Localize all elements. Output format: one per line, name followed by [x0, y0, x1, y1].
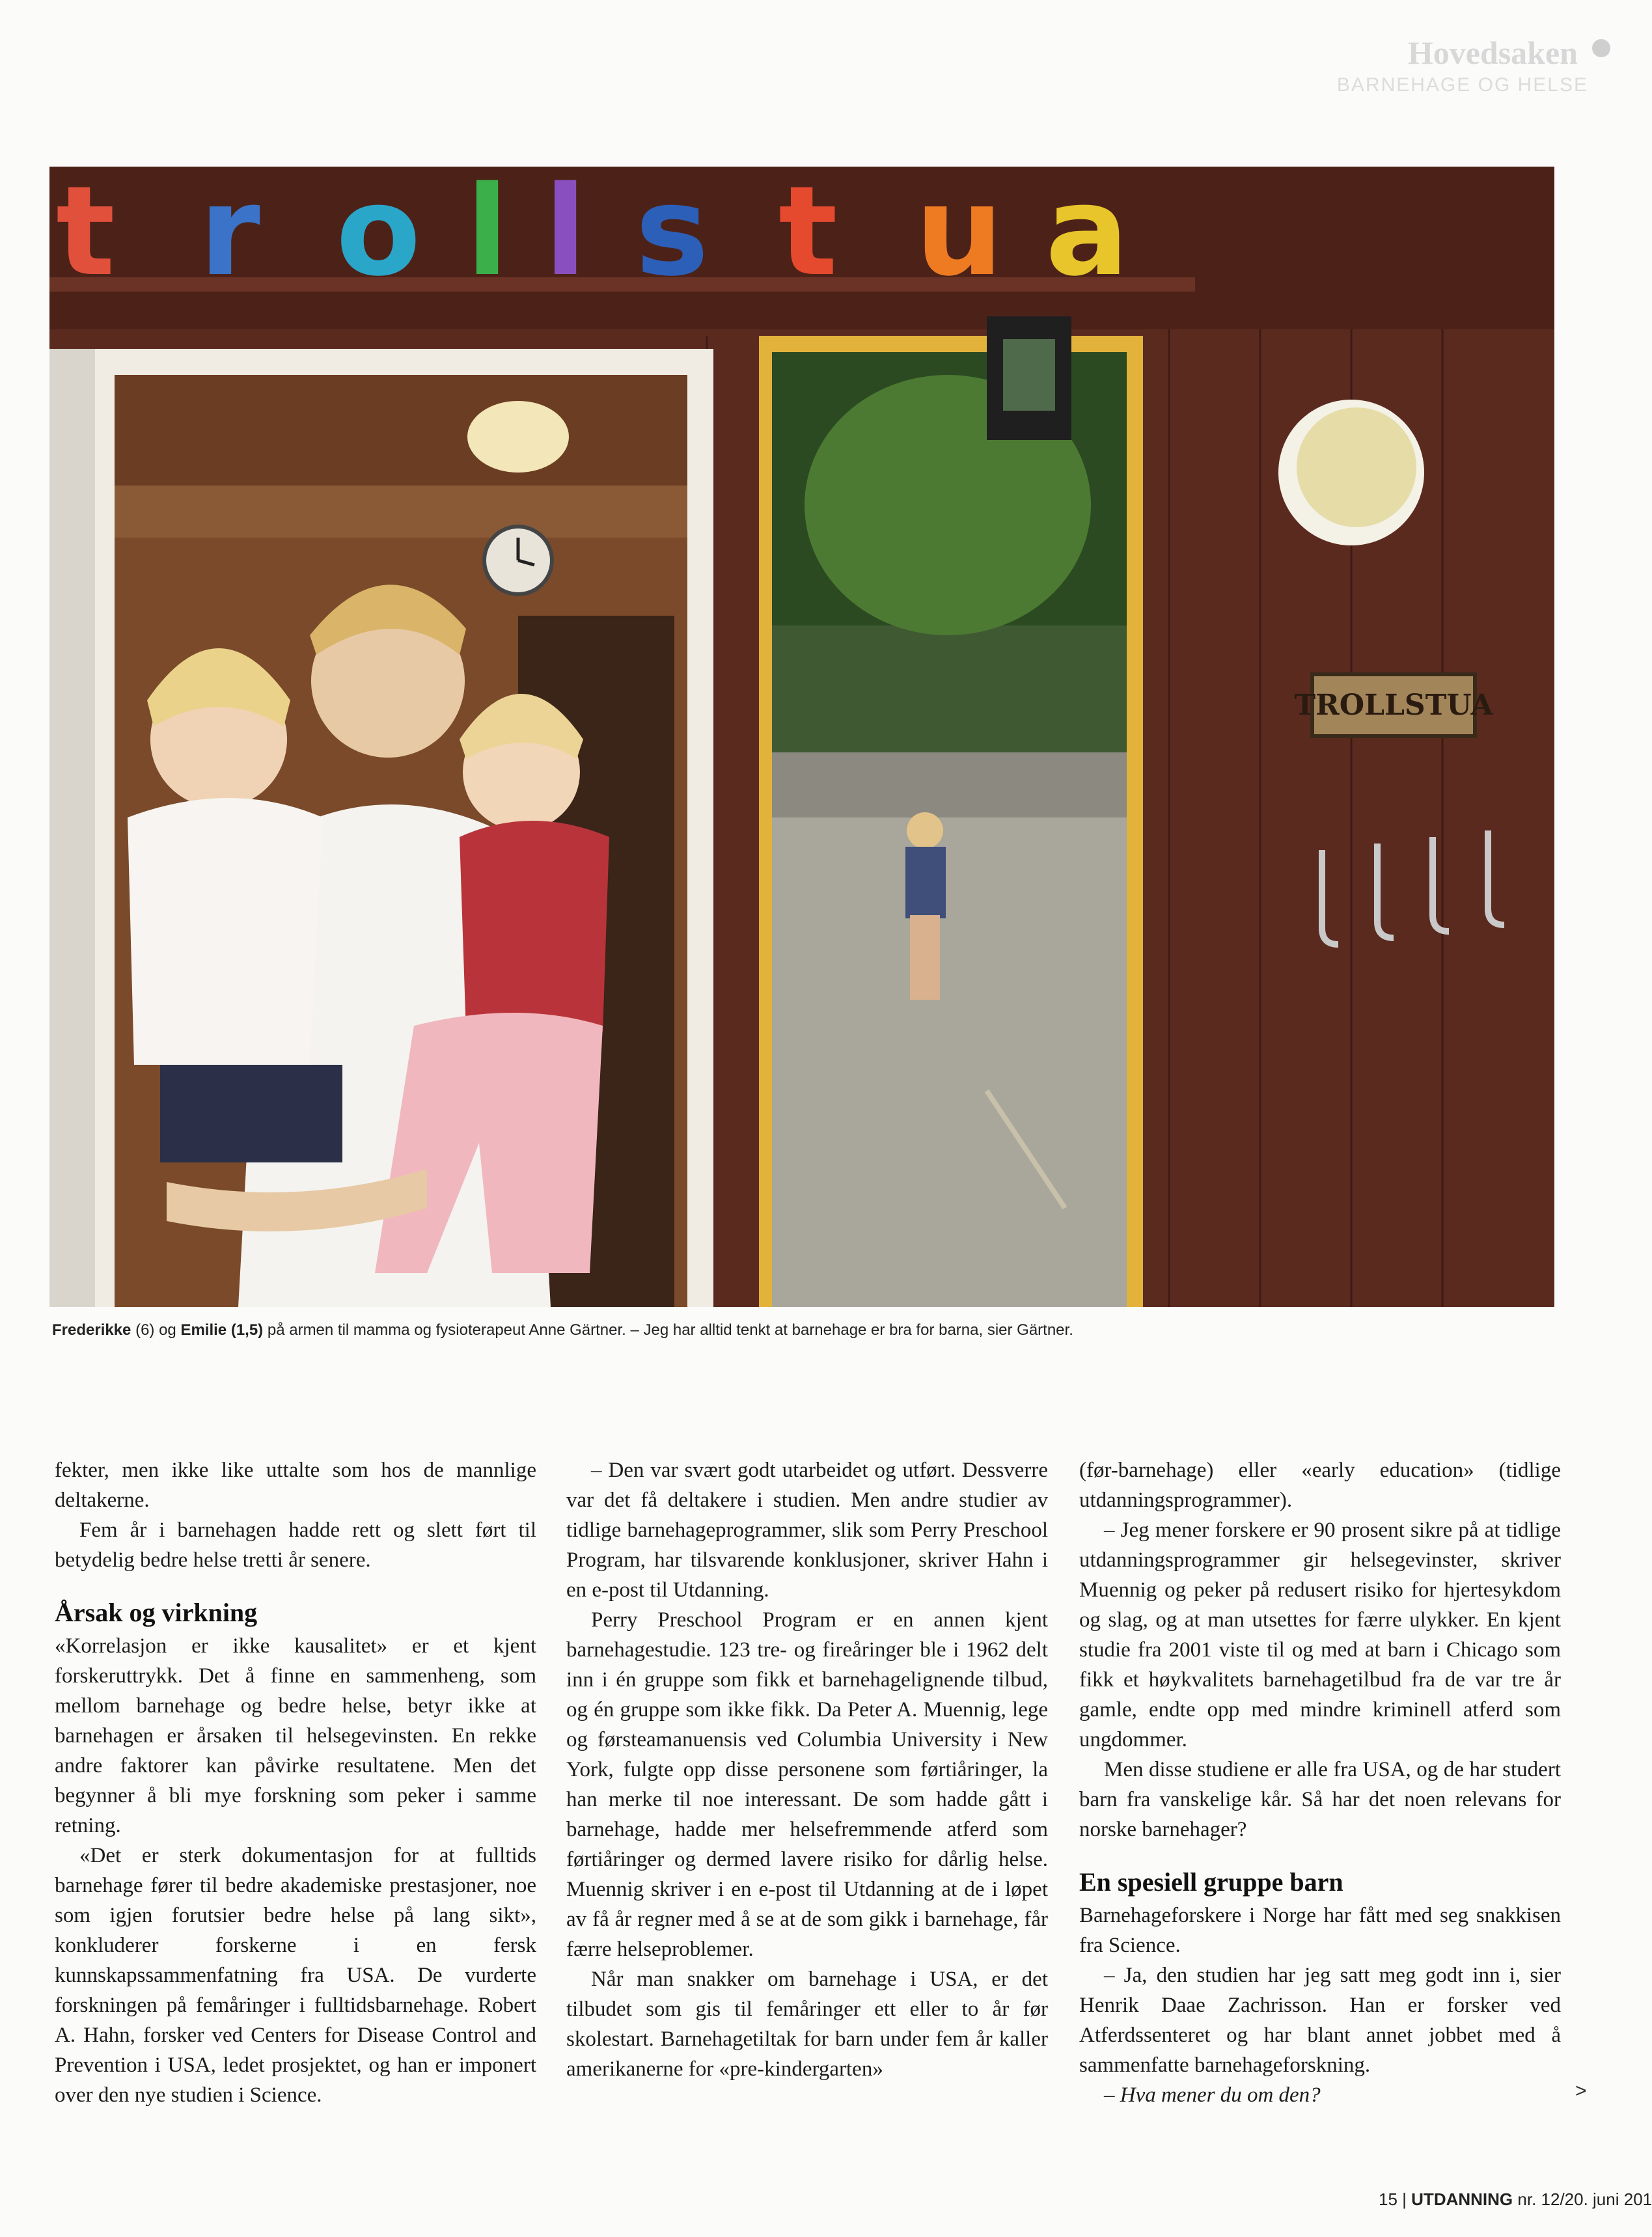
- sign-letter: r: [199, 159, 260, 303]
- paragraph: – Ja, den studien har jeg satt meg godt inn i, sier Henrik Daae Zachrisson. Han er forsker ved Atferdssenteret og har blant annet jobbet med å sammenfatte barnehageforskning.: [1079, 1964, 1561, 2077]
- page-footer: [1379, 2189, 1652, 2210]
- quote-paragraph: – Hva mener du om den?: [1104, 2083, 1321, 2107]
- sign-letter: o: [336, 159, 421, 303]
- caption-age-1: (6) og: [135, 1321, 176, 1339]
- sign-letter: l: [544, 159, 587, 303]
- caption-text: på armen til mamma og fysioterapeut Anne Gärtner. – Jeg har alltid tenkt at barnehage er bra for barna, sier Gärtner.: [267, 1321, 1073, 1339]
- subheading: Årsak og virkning: [55, 1598, 258, 1627]
- article-column-3: [1079, 1455, 1561, 2110]
- door-sign: TROLLSTUA: [1294, 689, 1493, 722]
- section-title: Hovedsaken: [1407, 34, 1578, 71]
- section-header: [1276, 34, 1614, 96]
- kindergarten-photo: [49, 159, 1554, 1307]
- paragraph: Men disse studiene er alle fra USA, og de har studert barn fra vanskelige kår. Så har det noen relevans for norske barnehager?: [1079, 1758, 1561, 1841]
- sign-letter: s: [635, 159, 709, 303]
- photo-caption: [52, 1321, 1549, 1339]
- paragraph: «Korrelasjon er ikke kausalitet» er et kjent forskeruttrykk. Det å finne en sammenheng, som mellom barnehage og bedre helse, betyr ikke at barnehagen er årsaken til helsegevinsten. En rekke andre faktorer kan påvirke resultatene. Men det begynner å bli mye forskning som peker i samme retning.: [55, 1634, 536, 1837]
- sign-letter: t: [778, 159, 838, 303]
- sign-letter: a: [1045, 159, 1129, 303]
- paragraph: «Det er sterk dokumentasjon for at fulltids barnehage fører til bedre akademiske prestasjoner, noe som igjen forutsier bedre helse på lang sikt», konkluderer forskerne i en fersk kunnskapssammenfatning fra USA. De vurderte forskningen på femåringer i fulltidsbarnehage. Robert A. Hahn, forsker ved Centers for Disease Control and Prevention i USA, ledet prosjektet, og han er imponert over den nye studien i Science.: [55, 1844, 536, 2107]
- paragraph: Perry Preschool Program er en annen kjent barnehagestudie. 123 tre- og fireåringer ble i 1962 delt inn i én gruppe som fikk et barnehagelignende tilbud, og én gruppe som ikke fikk. Da Peter A. Muennig, lege og førsteamanuensis ved Columbia University i New York, fulgte opp disse personene som førtiåringer, la han merke til noe interessant. De som hadde gått i barnehage, hadde mer helsefremmende atferd som førtiåringer og dermed lavere risiko for dårlig helse. Muennig skriver i en e-post til Utdanning at de i løpet av få år regner med å se at de som gikk i barnehage, får færre helseproblemer.: [566, 1608, 1048, 1961]
- section-subtitle: BARNEHAGE OG HELSE: [1336, 74, 1588, 96]
- caption-age-2: (1,5): [230, 1321, 264, 1339]
- article-column-2: [566, 1455, 1048, 2084]
- article-column-1: [55, 1455, 536, 2110]
- sign-letter: l: [466, 159, 509, 303]
- paragraph: – Den var svært godt utarbeidet og utført. Dessverre var det få deltakere i studien. Men andre studier av tidlige barnehageprogrammer, slik som Perry Preschool Program, har tilsvarende konklusjoner, skriver Hahn i en e-post til Utdanning.: [566, 1459, 1048, 1602]
- paragraph: fekter, men ikke like uttalte som hos de mannlige deltakerne.: [55, 1459, 536, 1512]
- caption-name-2: Emilie: [180, 1321, 227, 1339]
- page-number: 15: [1379, 2189, 1397, 2209]
- caption-name-1: Frederikke: [52, 1321, 131, 1339]
- photo-illustration: [49, 159, 1554, 1307]
- paragraph: – Jeg mener forskere er 90 prosent sikre på at tidlige utdanningsprogrammer gir helsegevinster, skriver Muennig og peker på redusert risiko for hjertesykdom og slag, og at man utsettes for færre ulykker. En kjent studie fra 2001 viste til og med at barn i Chicago som fikk et høykvalitets barnehagetilbud fra de var tre år gamle, endte opp med mindre kriminell atferd som ungdommer.: [1079, 1518, 1561, 1751]
- paragraph: Fem år i barnehagen hadde rett og slett ført til betydelig bedre helse tretti år senere.: [55, 1518, 536, 1572]
- continue-arrow-icon: >: [1575, 2080, 1587, 2102]
- sign-letter: u: [915, 159, 1004, 303]
- section-dot-icon: [1592, 39, 1610, 57]
- magazine-name: UTDANNING: [1411, 2189, 1513, 2209]
- paragraph: (før-barnehage) eller «early education» (tidlige utdanningsprogrammer).: [1079, 1459, 1561, 1512]
- paragraph: Barnehageforskere i Norge har fått med seg snakkisen fra Science.: [1079, 1904, 1561, 1957]
- paragraph: Når man snakker om barnehage i USA, er det tilbudet som gis til femåringer ett eller to år før skolestart. Barnehagetiltak for barn under fem år kaller amerikanerne for «pre-kindergarten»: [566, 1968, 1048, 2081]
- subheading: En spesiell gruppe barn: [1079, 1867, 1343, 1897]
- footer-separator: |: [1402, 2189, 1407, 2209]
- sign-letter: t: [56, 159, 115, 303]
- issue-info: nr. 12/20. juni 201: [1517, 2189, 1652, 2209]
